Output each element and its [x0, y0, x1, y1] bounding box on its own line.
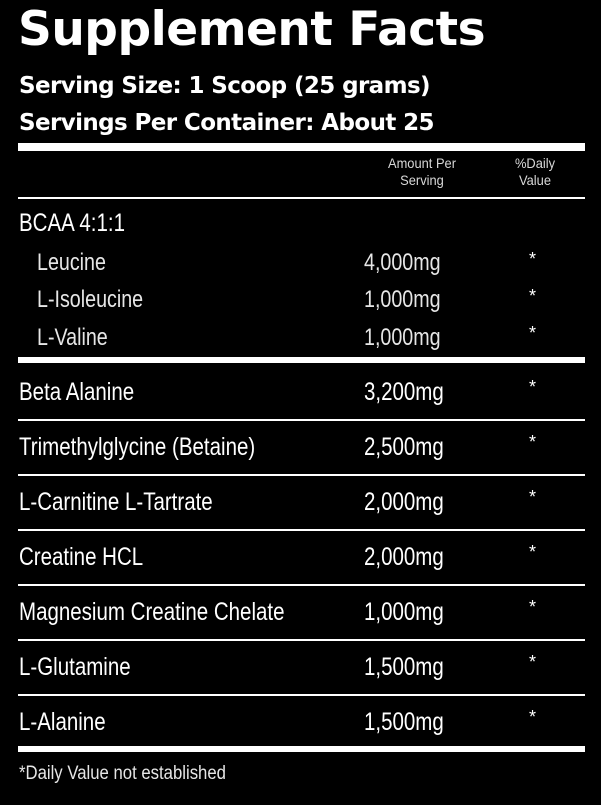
dv-header-line1: %Daily: [514, 155, 556, 171]
amount-header-line1: Amount Per: [387, 155, 457, 171]
ingredient-amount: 2,000mg: [364, 488, 444, 516]
ingredient-amount: 3,200mg: [364, 378, 444, 406]
ingredient-name: Creatine HCL: [19, 543, 144, 571]
group-item-amount: 1,000mg: [364, 324, 441, 351]
ingredient-dv: *: [529, 652, 537, 672]
ingredient-amount: 2,500mg: [364, 433, 444, 461]
ingredient-name: Trimethylglycine (Betaine): [19, 433, 256, 461]
ingredient-dv: *: [529, 487, 537, 507]
row-divider: [18, 529, 585, 531]
amount-header-line2: Serving: [400, 172, 444, 188]
medium-divider: [18, 357, 585, 363]
ingredient-dv: *: [529, 377, 537, 397]
panel-title: Supplement Facts: [18, 2, 486, 57]
header-divider: [18, 197, 585, 199]
ingredient-dv: *: [529, 707, 537, 727]
group-item-name: Leucine: [37, 249, 106, 276]
group-item-name: L-Valine: [37, 324, 108, 351]
group-item-dv: *: [529, 323, 537, 343]
row-divider: [18, 584, 585, 586]
dv-header-line2: Value: [519, 172, 551, 188]
group-item-amount: 4,000mg: [364, 249, 441, 276]
ingredient-name: Beta Alanine: [19, 378, 135, 406]
group-item-name: L-Isoleucine: [37, 286, 144, 313]
servings-per-container: Servings Per Container: About 25: [19, 110, 434, 136]
row-divider: [18, 419, 585, 421]
group-item-dv: *: [529, 286, 537, 306]
row-divider: [18, 474, 585, 476]
bottom-divider: [18, 746, 585, 752]
ingredient-name: L-Carnitine L-Tartrate: [19, 488, 213, 516]
serving-size: Serving Size: 1 Scoop (25 grams): [19, 73, 430, 99]
row-divider: [18, 694, 585, 696]
ingredient-amount: 1,000mg: [364, 598, 444, 626]
ingredient-name: L-Alanine: [19, 708, 106, 736]
footnote: *Daily Value not established: [19, 763, 226, 784]
ingredient-name: Magnesium Creatine Chelate: [19, 598, 285, 626]
ingredient-dv: *: [529, 432, 537, 452]
group-item-amount: 1,000mg: [364, 286, 441, 313]
daily-value-header: [498, 155, 572, 189]
ingredient-name: L-Glutamine: [19, 653, 131, 681]
amount-per-serving-header: [376, 155, 468, 189]
group-name: BCAA 4:1:1: [19, 209, 125, 237]
ingredient-dv: *: [529, 542, 537, 562]
group-item-dv: *: [529, 249, 537, 269]
ingredient-dv: *: [529, 597, 537, 617]
ingredient-amount: 1,500mg: [364, 708, 444, 736]
ingredient-amount: 2,000mg: [364, 543, 444, 571]
ingredient-amount: 1,500mg: [364, 653, 444, 681]
row-divider: [18, 639, 585, 641]
thick-divider: [18, 143, 585, 151]
